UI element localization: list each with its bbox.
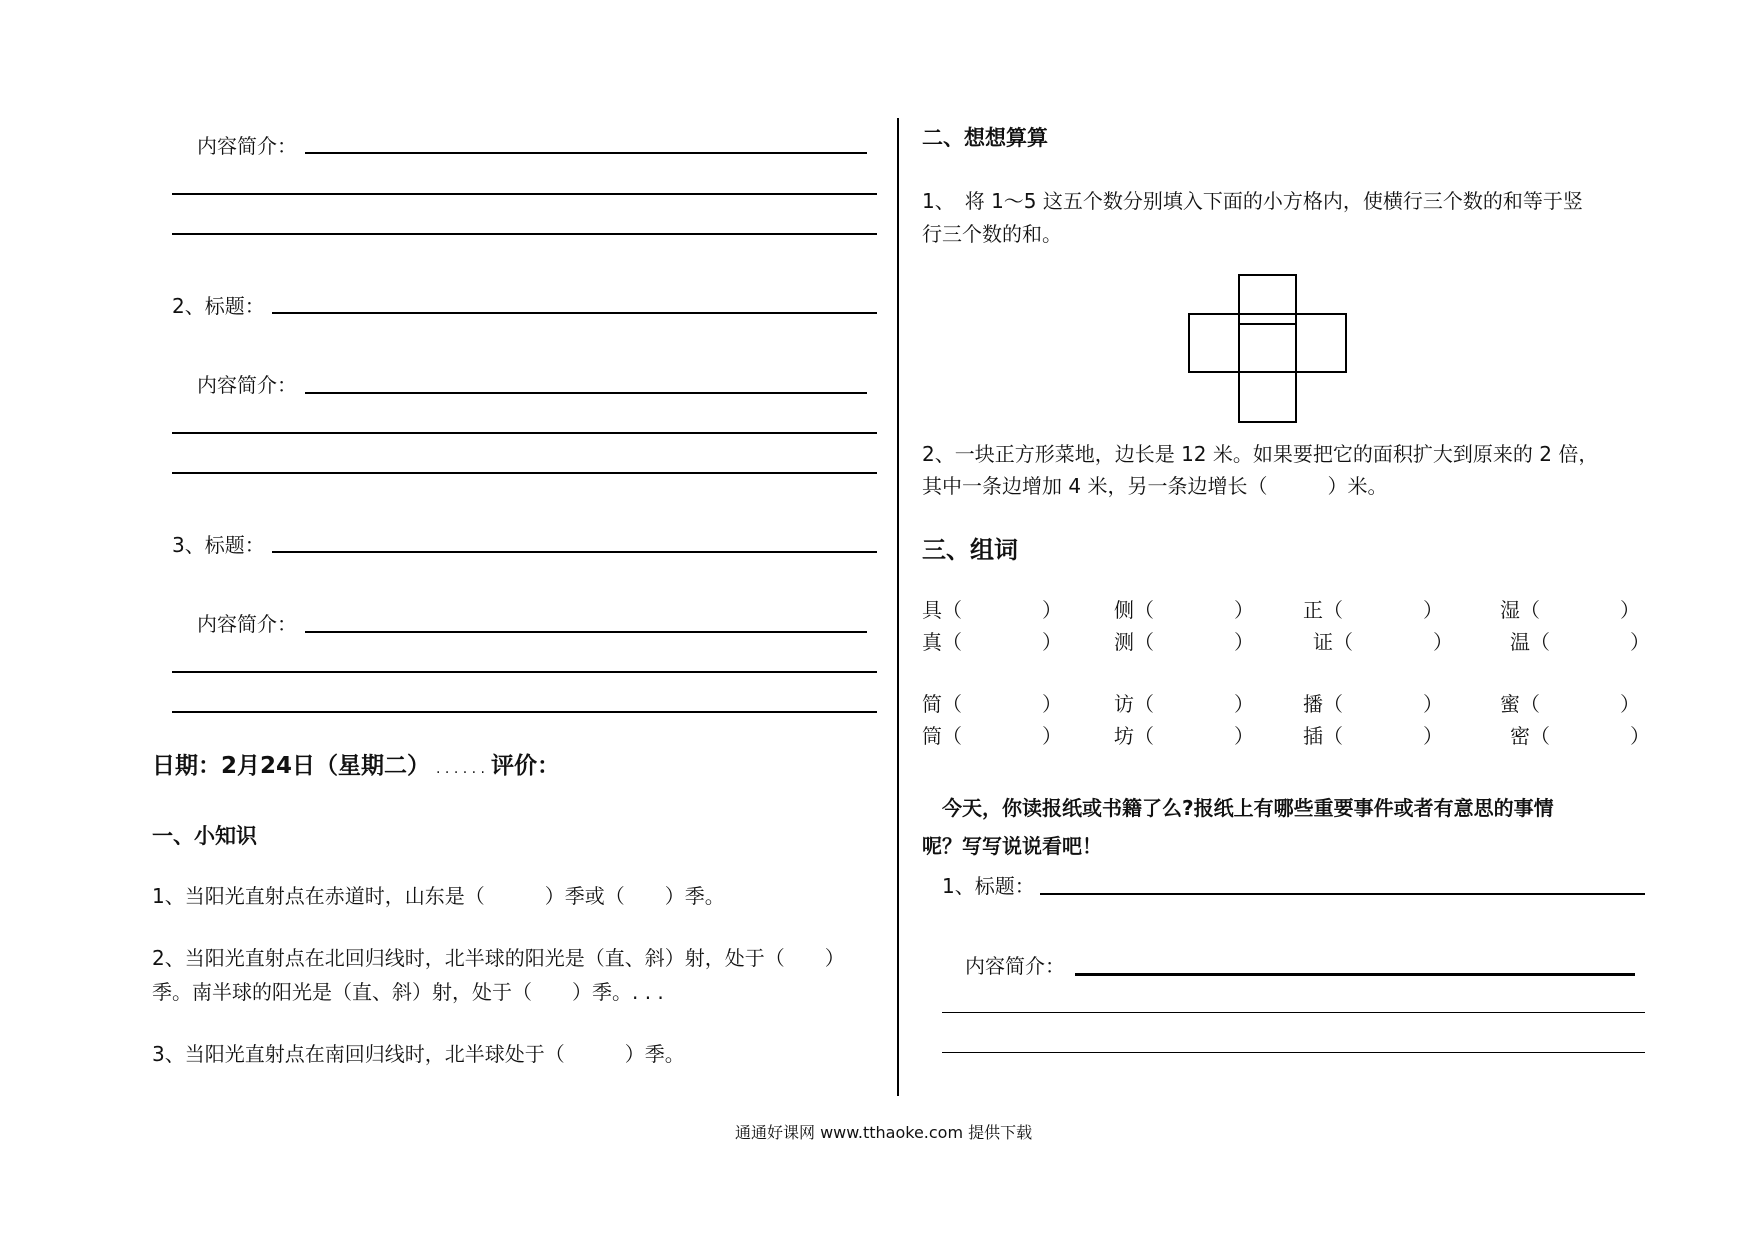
footer-credit: 通通好课网 www.tthaoke.com 提供下载 [735,1123,1033,1142]
rating-label: 评价： [490,753,560,779]
problem-1-line1: 1、 将 1～5 这五个数分别填入下面的小方格内，使横行三个数的和等于竖 [922,189,1583,213]
right-answer-line-1b[interactable] [942,1052,1645,1053]
answer-line-1b[interactable] [172,233,877,235]
question-2-line1: 2、当阳光直射点在北回归线时，北半球的阳光是（直、斜）射，处于（ ） [152,946,845,970]
problem-2-line1: 2、一块正方形菜地，边长是 12 米。如果要把它的面积扩大到原来的 2 倍， [922,442,1599,466]
title-label-3: 3、标题： [172,533,265,557]
intro-fill-line-2[interactable] [305,392,867,394]
section1-title: 一、小知识 [152,824,257,848]
grid-cell-center[interactable] [1238,313,1297,373]
date-text: 日期：2月24日（星期二） [152,753,431,779]
answer-line-2a[interactable] [172,432,877,434]
word-r1c3: 正（ ） [1303,598,1443,622]
question-3: 3、当阳光直射点在南回归线时，北半球处于（ ）季。 [152,1042,685,1066]
right-title-fill-line-1[interactable] [1040,893,1645,895]
section3-title: 三、组词 [922,536,1018,564]
right-answer-line-1a[interactable] [942,1012,1645,1013]
title-label-2: 2、标题： [172,294,265,318]
problem-2-line2: 其中一条边增加 4 米，另一条边增长（ ）米。 [922,474,1388,498]
word-r2c4: 温（ ） [1510,630,1650,654]
word-r3c2: 访（ ） [1114,692,1254,716]
word-r1c4: 湿（ ） [1500,598,1640,622]
word-r3c1: 简（ ） [922,692,1062,716]
intro-fill-line-1[interactable] [305,152,867,154]
question-2-line2: 季。南半球的阳光是（直、斜）射，处于（ ）季。. . . [152,980,664,1004]
reading-prompt-line1: 今天，你读报纸或书籍了么?报纸上有哪些重要事件或者有意思的事情 [942,796,1554,820]
word-r2c2: 测（ ） [1114,630,1254,654]
answer-line-3b[interactable] [172,711,877,713]
right-intro-label-1: 内容简介： [965,954,1065,978]
word-r3c4: 蜜（ ） [1500,692,1640,716]
word-r2c3: 证（ ） [1313,630,1453,654]
word-r1c2: 侧（ ） [1114,598,1254,622]
grid-cell-right[interactable] [1295,313,1347,373]
word-r4c2: 坊（ ） [1114,724,1254,748]
intro-label-2: 内容简介： [197,373,297,397]
section2-title: 二、想想算算 [922,126,1048,150]
grid-cell-left[interactable] [1188,313,1240,373]
right-title-label-1: 1、标题： [942,874,1035,898]
answer-line-1a[interactable] [172,193,877,195]
intro-label-3: 内容简介： [197,612,297,636]
title-fill-line-2[interactable] [272,312,877,314]
word-r1c1: 具（ ） [922,598,1062,622]
column-divider [897,118,899,1096]
reading-prompt-line2: 呢？写写说说看吧！ [922,834,1102,858]
title-fill-line-3[interactable] [272,551,877,553]
word-r4c4: 密（ ） [1510,724,1650,748]
answer-line-2b[interactable] [172,472,877,474]
answer-line-3a[interactable] [172,671,877,673]
word-r4c3: 插（ ） [1303,724,1443,748]
intro-label-1: 内容简介： [197,134,297,158]
word-r3c3: 播（ ） [1303,692,1443,716]
problem-1-line2: 行三个数的和。 [922,222,1062,246]
grid-cell-bottom[interactable] [1238,371,1297,423]
word-r2c1: 真（ ） [922,630,1062,654]
intro-fill-line-3[interactable] [305,631,867,633]
date-heading [152,747,560,780]
right-intro-fill-line-1[interactable] [1075,973,1635,976]
question-1: 1、当阳光直射点在赤道时，山东是（ ）季或（ ）季。 [152,884,725,908]
date-dots: . . . . . . [436,761,485,777]
word-r4c1: 筒（ ） [922,724,1062,748]
